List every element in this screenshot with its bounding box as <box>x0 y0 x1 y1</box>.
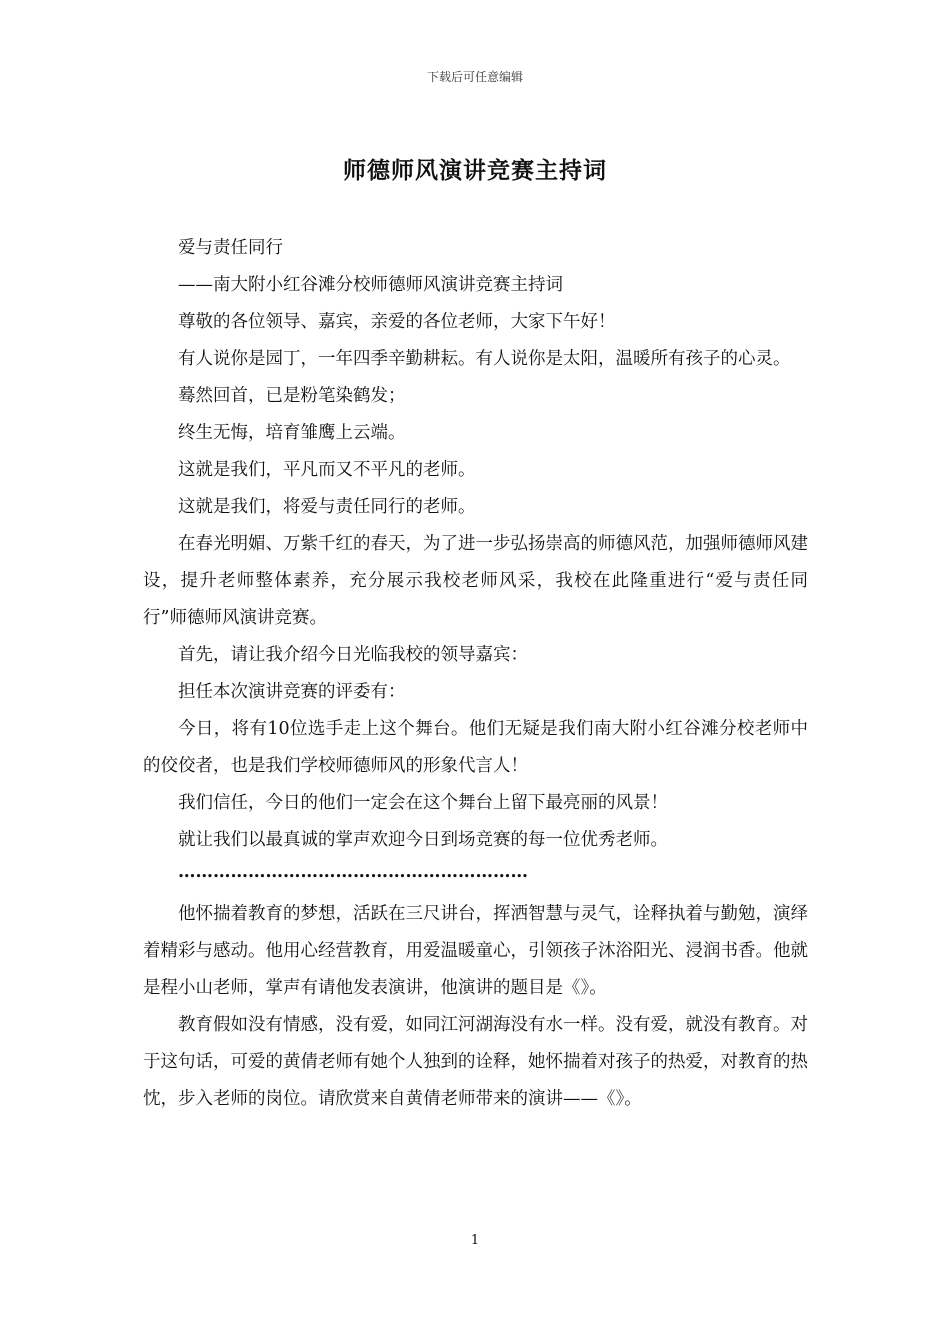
paragraph: 这就是我们，将爱与责任同行的老师。 <box>178 497 476 517</box>
paragraph: 终生无悔，培育雏鹰上云端。 <box>178 423 406 443</box>
paragraph: 在春光明媚、万紫千红的春天，为了进一步弘扬崇高的师德风范，加强师德师风建设，提升老师整体素养，充分展示我校老师风采，我校在此隆重进行“爱与责任同行”师德师风演讲竞赛。 <box>143 534 808 628</box>
paragraph: 就让我们以最真诚的掌声欢迎今日到场竞赛的每一位优秀老师。 <box>178 830 668 850</box>
header-note: 下载后可任意编辑 <box>426 70 523 84</box>
section-divider: …………………………………………………… <box>178 862 528 882</box>
paragraph: 首先，请让我介绍今日光临我校的领导嘉宾： <box>178 645 528 665</box>
paragraph: 这就是我们，平凡而又不平凡的老师。 <box>178 460 476 480</box>
paragraph: 我们信任，今日的他们一定会在这个舞台上留下最亮丽的风景！ <box>178 793 668 813</box>
paragraph: ——南大附小红谷滩分校师德师风演讲竞赛主持词 <box>178 275 563 295</box>
paragraph: 爱与责任同行 <box>178 238 283 258</box>
page-number: 1 <box>470 1233 480 1248</box>
paragraph: 有人说你是园丁，一年四季辛勤耕耘。有人说你是太阳，温暖所有孩子的心灵。 <box>178 349 791 369</box>
paragraph: 尊敬的各位领导、嘉宾，亲爱的各位老师，大家下午好！ <box>178 312 616 332</box>
document-body <box>143 230 808 1118</box>
document-title: 师德师风演讲竞赛主持词 <box>343 157 607 184</box>
paragraph: 他怀揣着教育的梦想，活跃在三尺讲台，挥洒智慧与灵气，诠释执着与勤勉，演绎着精彩与感动。他用心经营教育，用爱温暖童心，引领孩子沐浴阳光、浸润书香。他就是程小山老师，掌声有请他发表演讲，他演讲的题目是《》。 <box>143 904 808 998</box>
paragraph: 担任本次演讲竞赛的评委有： <box>178 682 406 702</box>
paragraph: 今日，将有10位选手走上这个舞台。他们无疑是我们南大附小红谷滩分校老师中的佼佼者，也是我们学校师德师风的形象代言人！ <box>143 719 808 776</box>
paragraph: 蓦然回首，已是粉笔染鹤发； <box>178 386 406 406</box>
paragraph: 教育假如没有情感，没有爱，如同江河湖海没有水一样。没有爱，就没有教育。对于这句话，可爱的黄倩老师有她个人独到的诠释，她怀揣着对孩子的热爱，对教育的热忱，步入老师的岗位。请欣赏来自黄倩老师带来的演讲——《》。 <box>143 1015 808 1109</box>
